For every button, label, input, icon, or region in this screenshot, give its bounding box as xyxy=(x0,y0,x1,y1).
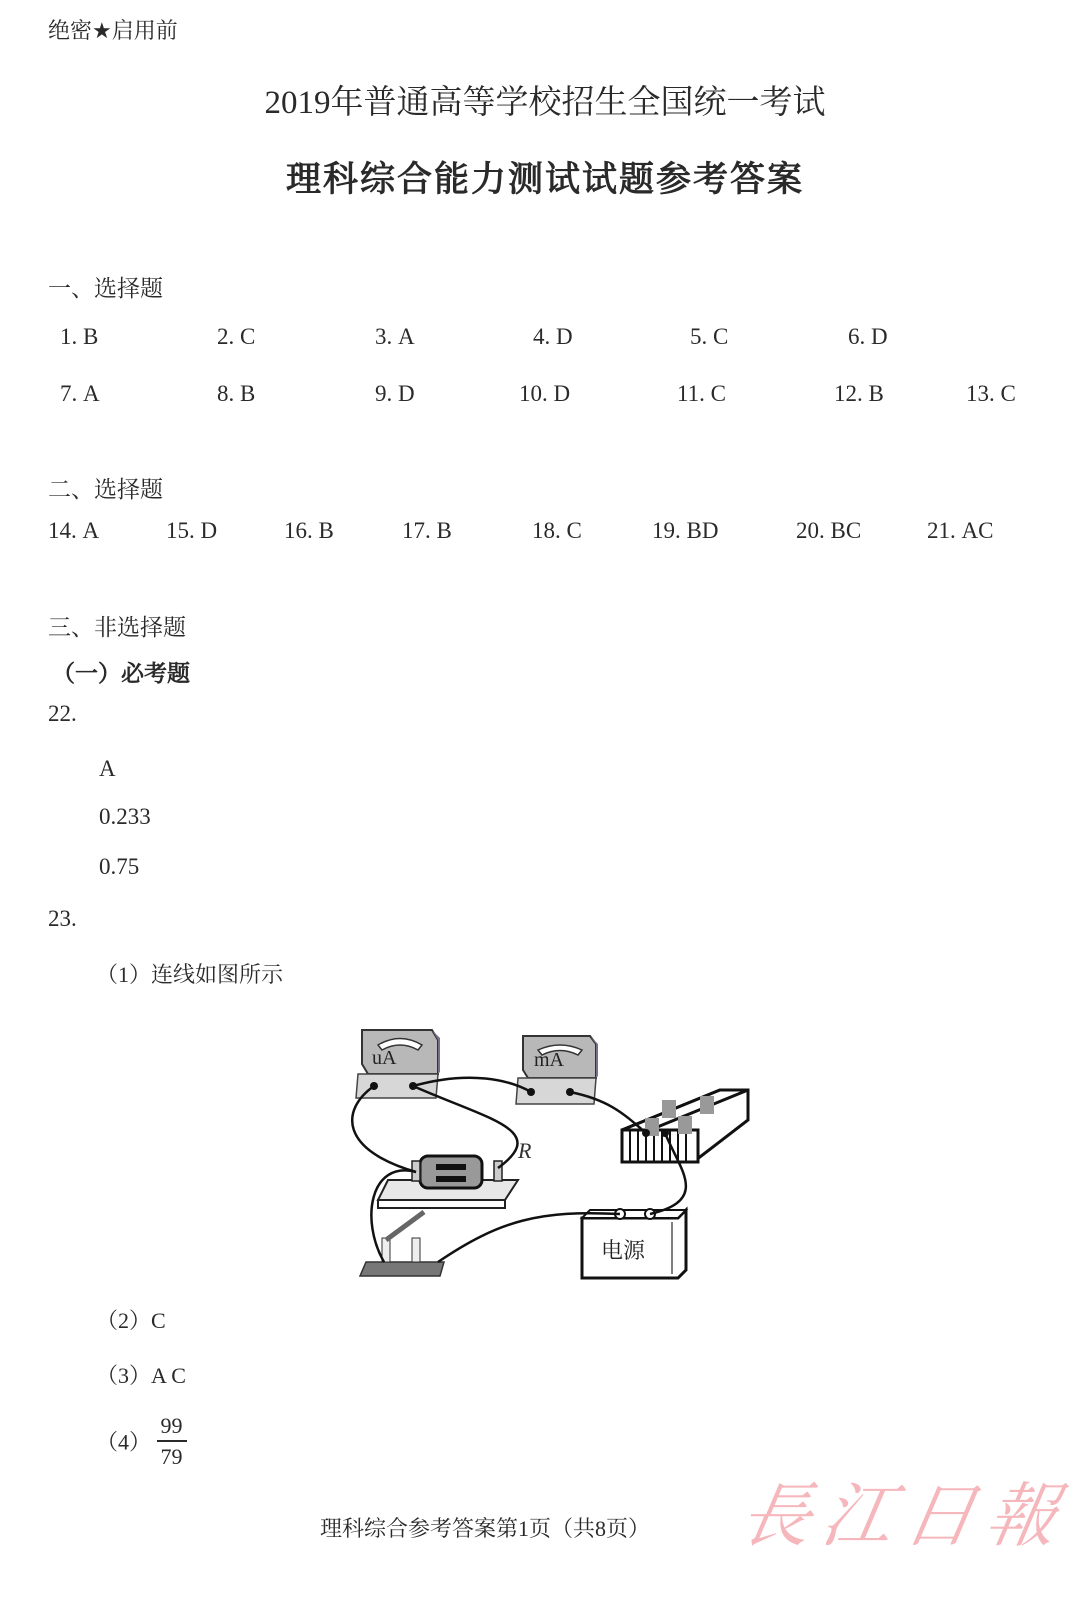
part-label: （3） xyxy=(96,1363,152,1388)
svg-text:mA: mA xyxy=(534,1049,564,1071)
answer-item xyxy=(690,324,728,350)
question-22-answer-2: 0.233 xyxy=(99,804,151,829)
section-1-heading: 一、选择题 xyxy=(48,276,163,302)
resistance-box-icon xyxy=(622,1090,748,1162)
answer-item xyxy=(375,381,415,407)
question-22-answer-3: 0.75 xyxy=(99,854,140,879)
answer-item xyxy=(966,381,1016,407)
question-number: 12. xyxy=(834,381,863,406)
question-number: 7. xyxy=(60,381,78,406)
answer-item xyxy=(519,381,570,407)
answer-item xyxy=(848,324,888,350)
resistor-icon xyxy=(378,1138,532,1208)
question-number: 9. xyxy=(375,381,393,406)
microammeter-icon xyxy=(356,1030,440,1098)
question-22-number: 22. xyxy=(48,701,77,726)
answer-item xyxy=(60,324,98,350)
answer-item xyxy=(652,518,718,544)
answer-value: A xyxy=(83,381,100,406)
answer-value: B xyxy=(240,381,256,406)
question-number: 19. xyxy=(652,518,681,543)
numerator: 99 xyxy=(160,1413,183,1438)
page-footer: 理科综合参考答案第1页（共8页） xyxy=(320,1516,651,1541)
part-answer: A C xyxy=(151,1363,186,1388)
question-number: 6. xyxy=(848,324,866,349)
answer-value: C xyxy=(566,518,582,543)
answer-item xyxy=(532,518,582,544)
fraction xyxy=(157,1414,187,1468)
answer-value: A xyxy=(398,324,415,349)
question-number: 18. xyxy=(532,518,561,543)
answer-value: B xyxy=(318,518,334,543)
answer-value: D xyxy=(556,324,573,349)
answer-item xyxy=(402,518,452,544)
question-number: 16. xyxy=(284,518,313,543)
denominator: 79 xyxy=(160,1444,183,1470)
confidential-label: 绝密★启用前 xyxy=(48,19,178,44)
answer-item xyxy=(166,518,217,544)
svg-text:电源: 电源 xyxy=(601,1239,646,1264)
question-number: 20. xyxy=(796,518,825,543)
answer-value: C xyxy=(713,324,729,349)
answer-item xyxy=(48,518,99,544)
part-label: （2） xyxy=(96,1308,152,1333)
answer-item xyxy=(217,324,255,350)
section-3-subheading: （一）必考题 xyxy=(52,661,190,687)
question-number: 10. xyxy=(519,381,548,406)
question-number: 14. xyxy=(48,518,77,543)
question-number: 5. xyxy=(690,324,708,349)
part-answer: C xyxy=(151,1308,166,1333)
answer-item xyxy=(927,518,993,544)
part-label: （4） xyxy=(96,1429,152,1455)
question-number: 11. xyxy=(677,381,705,406)
milliammeter-icon xyxy=(516,1036,598,1104)
newspaper-watermark: 長江日報 xyxy=(733,1475,1077,1557)
question-number: 21. xyxy=(927,518,956,543)
circuit-diagram xyxy=(340,1000,760,1294)
answer-value: D xyxy=(398,381,415,406)
question-number: 3. xyxy=(375,324,393,349)
question-number: 13. xyxy=(966,381,995,406)
question-23-number: 23. xyxy=(48,906,77,931)
answer-item xyxy=(375,324,415,350)
answer-value: A xyxy=(82,518,100,543)
answer-value: C xyxy=(710,381,726,406)
svg-text:R: R xyxy=(518,1138,532,1163)
answer-value: B xyxy=(868,381,884,406)
question-number: 1. xyxy=(60,324,78,349)
section-2-heading: 二、选择题 xyxy=(48,477,163,503)
question-number: 2. xyxy=(217,324,235,349)
question-23-part-3 xyxy=(96,1359,186,1390)
question-23-part-2 xyxy=(96,1304,166,1335)
answer-value: BC xyxy=(830,518,862,543)
question-number: 17. xyxy=(402,518,431,543)
answer-value: D xyxy=(200,518,218,543)
answer-value: B xyxy=(83,324,99,349)
question-22-answer-1: A xyxy=(99,756,116,781)
question-23-part-4 xyxy=(96,1414,187,1468)
answer-value: BD xyxy=(686,518,719,543)
answer-value: D xyxy=(871,324,888,349)
power-supply-icon xyxy=(582,1209,686,1278)
svg-text:uA: uA xyxy=(372,1047,397,1069)
fraction-bar xyxy=(157,1440,187,1442)
answer-item xyxy=(533,324,573,350)
question-number: 4. xyxy=(533,324,551,349)
section-3-heading: 三、非选择题 xyxy=(48,615,186,641)
question-number: 8. xyxy=(217,381,235,406)
document-title: 理科综合能力测试试题参考答案 xyxy=(285,160,804,200)
answer-value: C xyxy=(1000,381,1016,406)
question-number: 15. xyxy=(166,518,195,543)
answer-item xyxy=(284,518,334,544)
answer-value: D xyxy=(553,381,571,406)
answer-item xyxy=(60,381,100,407)
answer-item xyxy=(677,381,726,407)
answer-item xyxy=(834,381,884,407)
answer-item xyxy=(217,381,255,407)
answer-item xyxy=(796,518,861,544)
answer-value: B xyxy=(436,518,452,543)
exam-title: 2019年普通高等学校招生全国统一考试 xyxy=(264,85,826,121)
answer-value: AC xyxy=(961,518,994,543)
question-23-part-1: （1）连线如图所示 xyxy=(96,962,284,987)
answer-value: C xyxy=(240,324,256,349)
